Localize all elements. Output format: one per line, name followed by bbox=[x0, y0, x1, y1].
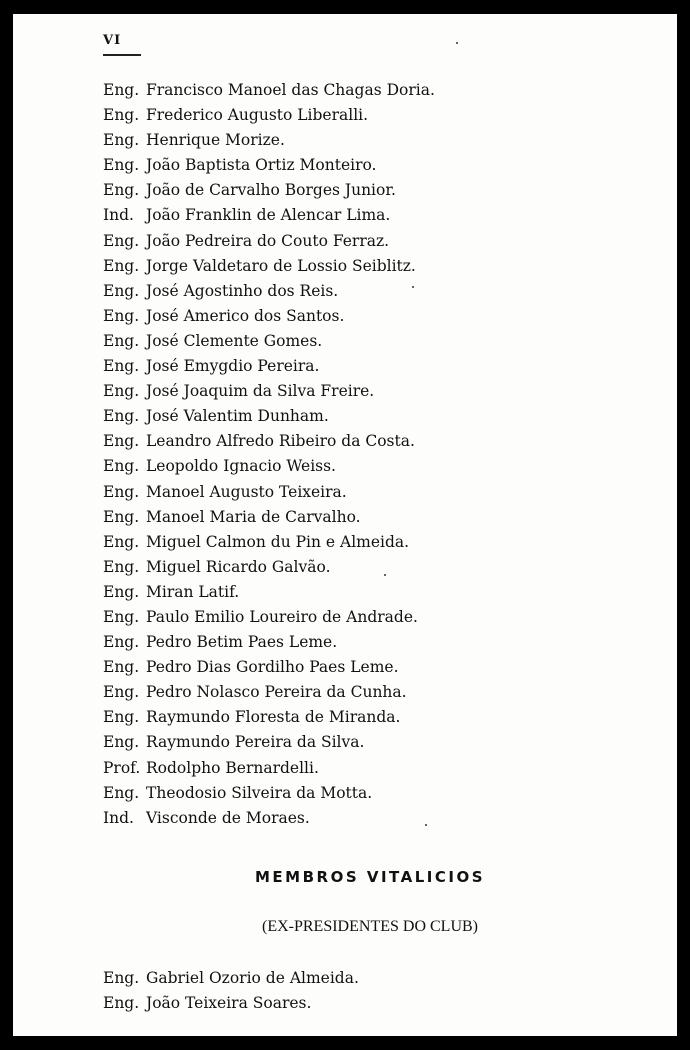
member-name: José Clemente Gomes. bbox=[146, 331, 323, 350]
member-row bbox=[103, 129, 435, 154]
member-name: Miran Latif. bbox=[146, 582, 240, 601]
member-name: Pedro Nolasco Pereira da Cunha. bbox=[146, 683, 407, 702]
member-title-prefix: Eng. bbox=[103, 281, 140, 300]
member-list bbox=[103, 79, 435, 832]
member-row bbox=[103, 506, 435, 531]
member-title-prefix: Eng. bbox=[103, 156, 140, 175]
member-name: Theodosio Silveira da Motta. bbox=[146, 783, 373, 802]
member-name: José Joaquim da Silva Freire. bbox=[146, 382, 375, 401]
member-name: José Valentim Dunham. bbox=[146, 407, 329, 426]
member-name: João Teixeira Soares. bbox=[146, 994, 312, 1013]
member-name: Frederico Augusto Liberalli. bbox=[146, 106, 369, 125]
member-title-prefix: Eng. bbox=[103, 633, 140, 652]
member-title-prefix: Eng. bbox=[103, 607, 140, 626]
member-row bbox=[103, 255, 435, 280]
member-title-prefix: Eng. bbox=[103, 683, 140, 702]
section-subtitle: (EX-PRESIDENTES DO CLUB) bbox=[262, 918, 478, 935]
member-row bbox=[103, 706, 435, 731]
member-title-prefix: Prof. bbox=[103, 758, 141, 777]
member-name: Rodolpho Bernardelli. bbox=[146, 758, 319, 777]
member-name: Raymundo Pereira da Silva. bbox=[146, 733, 365, 752]
member-row bbox=[103, 330, 435, 355]
print-speck bbox=[384, 574, 386, 576]
print-speck bbox=[456, 42, 458, 44]
member-row bbox=[103, 430, 435, 455]
print-speck bbox=[425, 824, 427, 826]
member-title-prefix: Eng. bbox=[103, 432, 140, 451]
member-title-prefix: Eng. bbox=[103, 969, 140, 987]
print-speck bbox=[412, 286, 414, 288]
member-name: João Pedreira do Couto Ferraz. bbox=[146, 231, 390, 250]
member-row bbox=[103, 656, 435, 681]
member-title-prefix: Eng. bbox=[103, 407, 140, 426]
member-row bbox=[103, 807, 435, 832]
member-name: Manoel Maria de Carvalho. bbox=[146, 507, 361, 526]
page-number-rule bbox=[103, 54, 141, 56]
member-row bbox=[103, 305, 435, 330]
member-name: Francisco Manoel das Chagas Doria. bbox=[146, 81, 435, 99]
member-row bbox=[103, 681, 435, 706]
life-member-list bbox=[103, 967, 359, 1017]
member-title-prefix: Eng. bbox=[103, 256, 140, 275]
member-row bbox=[103, 556, 435, 581]
member-row bbox=[103, 757, 435, 782]
member-row bbox=[103, 405, 435, 430]
member-title-prefix: Eng. bbox=[103, 81, 140, 99]
member-title-prefix: Eng. bbox=[103, 532, 140, 551]
member-name: Henrique Morize. bbox=[146, 131, 285, 150]
member-title-prefix: Ind. bbox=[103, 206, 134, 225]
member-row bbox=[103, 631, 435, 656]
member-row bbox=[103, 79, 435, 104]
member-title-prefix: Eng. bbox=[103, 783, 140, 802]
member-name: Visconde de Moraes. bbox=[146, 808, 310, 827]
member-row bbox=[103, 782, 435, 807]
member-name: José Agostinho dos Reis. bbox=[146, 281, 339, 300]
member-title-prefix: Eng. bbox=[103, 131, 140, 150]
member-row bbox=[103, 204, 435, 229]
member-title-prefix: Ind. bbox=[103, 808, 134, 827]
member-title-prefix: Eng. bbox=[103, 457, 140, 476]
member-name: Gabriel Ozorio de Almeida. bbox=[146, 969, 359, 987]
member-title-prefix: Eng. bbox=[103, 331, 140, 350]
page-number: VI bbox=[103, 33, 122, 48]
member-name: João de Carvalho Borges Junior. bbox=[146, 181, 396, 200]
member-title-prefix: Eng. bbox=[103, 658, 140, 677]
member-row bbox=[103, 731, 435, 756]
member-row bbox=[103, 581, 435, 606]
member-title-prefix: Eng. bbox=[103, 357, 140, 376]
member-row bbox=[103, 179, 435, 204]
section-title: MEMBROS VITALICIOS bbox=[254, 868, 485, 886]
member-row bbox=[103, 154, 435, 179]
member-title-prefix: Eng. bbox=[103, 557, 140, 576]
member-name: Pedro Betim Paes Leme. bbox=[146, 633, 338, 652]
member-name: Leopoldo Ignacio Weiss. bbox=[146, 457, 336, 476]
member-name: Manoel Augusto Teixeira. bbox=[146, 482, 347, 501]
member-name: Pedro Dias Gordilho Paes Leme. bbox=[146, 658, 399, 677]
member-name: Miguel Ricardo Galvão. bbox=[146, 557, 331, 576]
life-member-row bbox=[103, 992, 359, 1017]
member-title-prefix: Eng. bbox=[103, 181, 140, 200]
member-name: Raymundo Floresta de Miranda. bbox=[146, 708, 401, 727]
member-row bbox=[103, 531, 435, 556]
member-name: João Franklin de Alencar Lima. bbox=[146, 206, 391, 225]
member-title-prefix: Eng. bbox=[103, 994, 140, 1013]
member-title-prefix: Eng. bbox=[103, 507, 140, 526]
member-name: João Baptista Ortiz Monteiro. bbox=[146, 156, 377, 175]
member-name: Leandro Alfredo Ribeiro da Costa. bbox=[146, 432, 415, 451]
member-title-prefix: Eng. bbox=[103, 382, 140, 401]
member-row bbox=[103, 481, 435, 506]
member-title-prefix: Eng. bbox=[103, 231, 140, 250]
member-name: Miguel Calmon du Pin e Almeida. bbox=[146, 532, 410, 551]
member-title-prefix: Eng. bbox=[103, 582, 140, 601]
member-name: Jorge Valdetaro de Lossio Seiblitz. bbox=[146, 256, 416, 275]
member-row bbox=[103, 455, 435, 480]
member-title-prefix: Eng. bbox=[103, 106, 140, 125]
member-name: José Americo dos Santos. bbox=[146, 306, 345, 325]
member-name: Paulo Emilio Loureiro de Andrade. bbox=[146, 607, 418, 626]
member-row bbox=[103, 380, 435, 405]
member-title-prefix: Eng. bbox=[103, 733, 140, 752]
life-member-row bbox=[103, 967, 359, 992]
member-row bbox=[103, 606, 435, 631]
member-name: José Emygdio Pereira. bbox=[146, 357, 320, 376]
member-row bbox=[103, 104, 435, 129]
member-title-prefix: Eng. bbox=[103, 708, 140, 727]
member-title-prefix: Eng. bbox=[103, 306, 140, 325]
member-row bbox=[103, 230, 435, 255]
member-title-prefix: Eng. bbox=[103, 482, 140, 501]
member-row bbox=[103, 355, 435, 380]
member-row bbox=[103, 280, 435, 305]
